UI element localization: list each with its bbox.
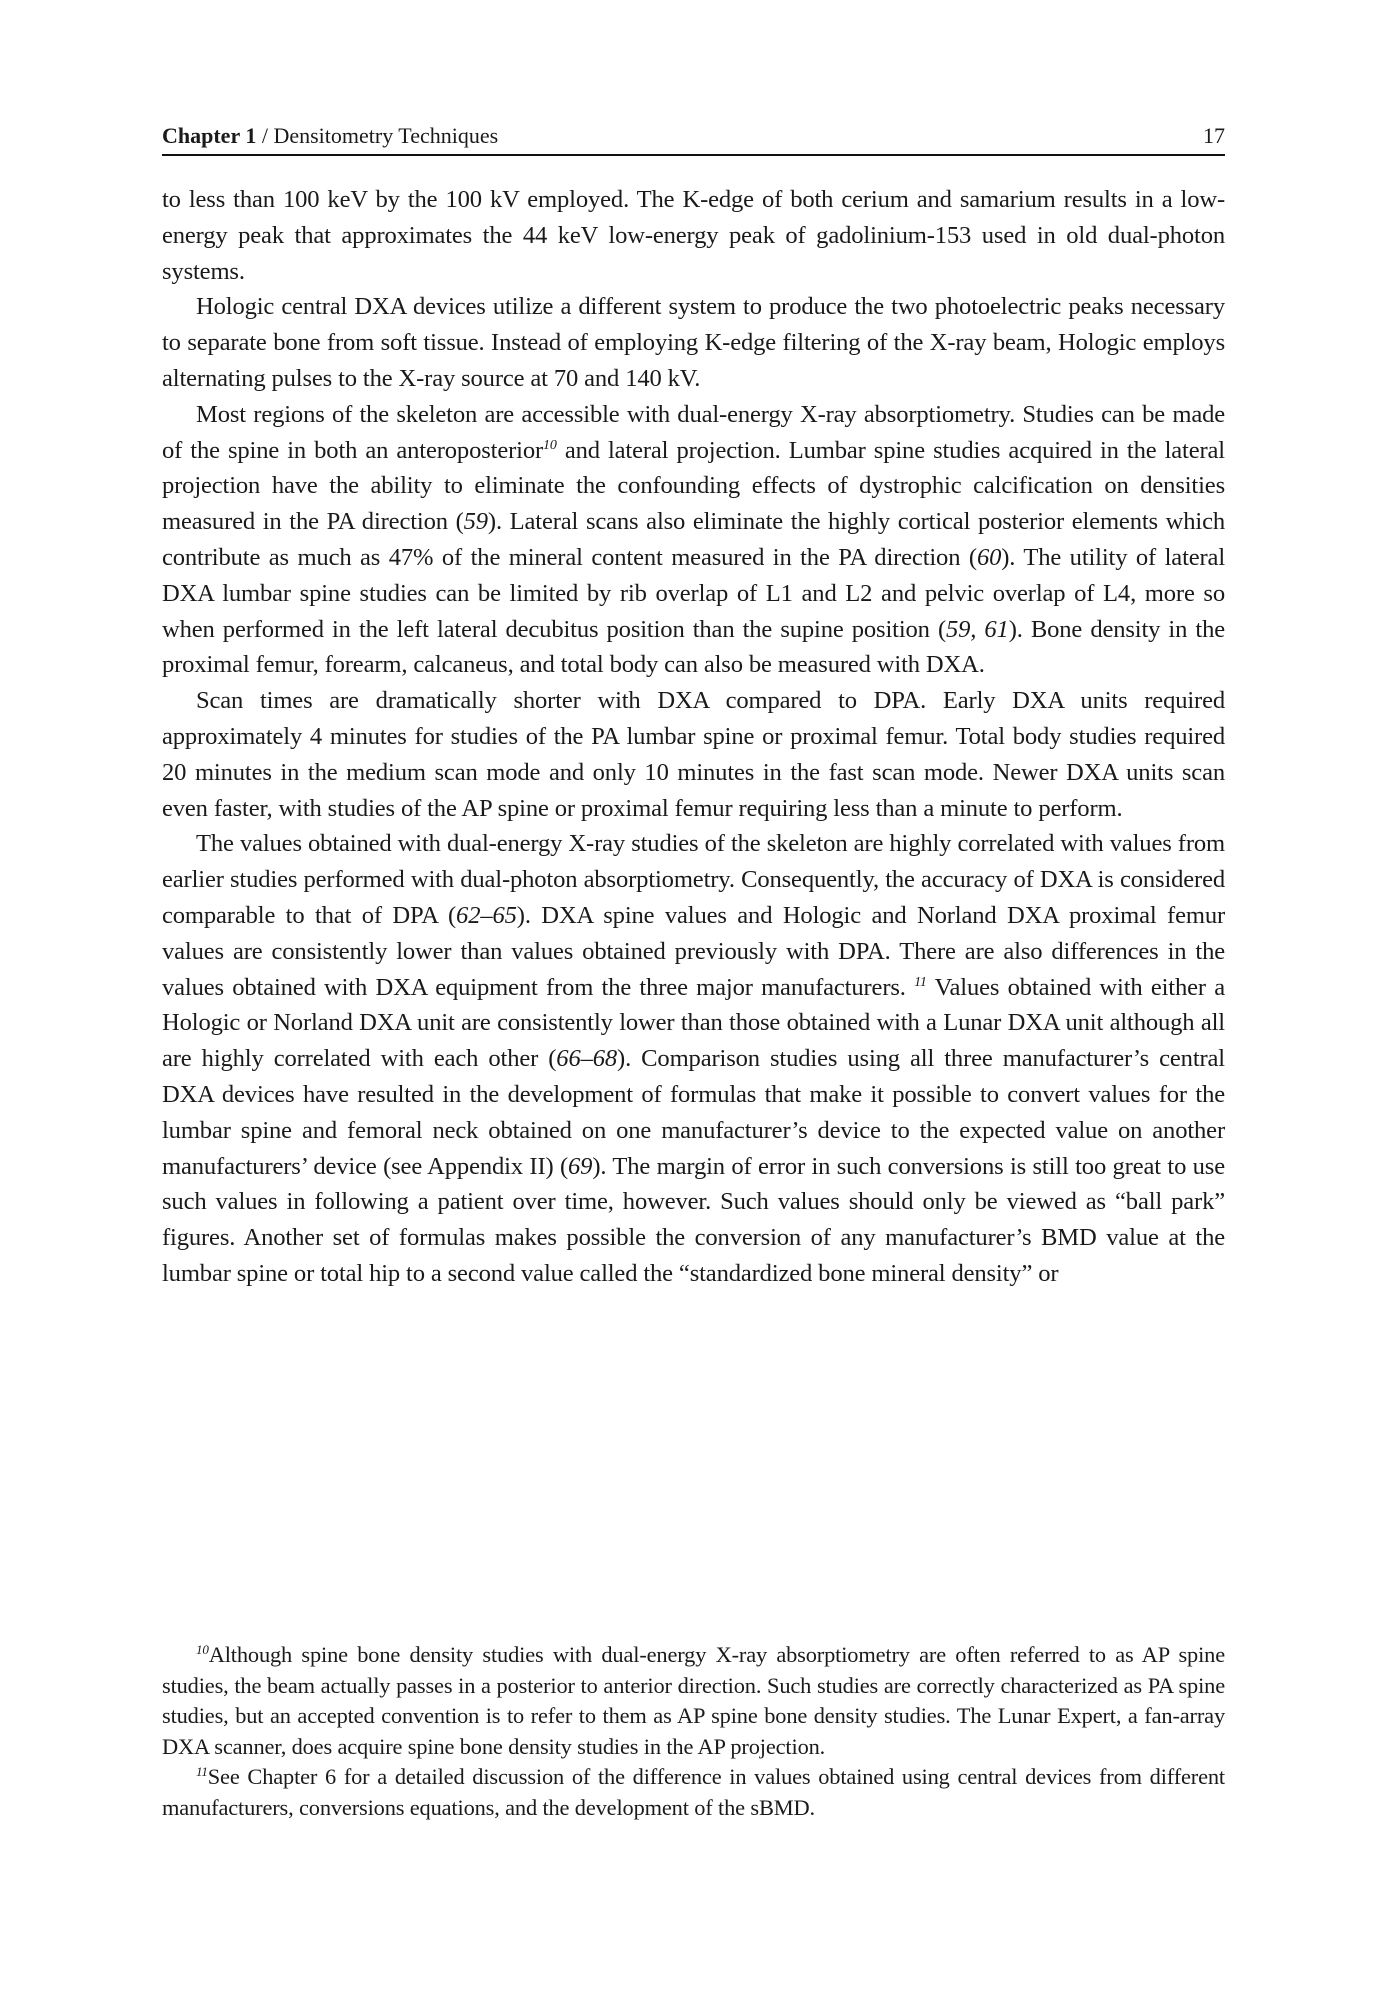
body-text xyxy=(162,182,1225,1292)
text-span: ). The utility of lateral DXA lumbar spine studies can be limited by rib overlap of L1 and L2 and pelvic overlap of L4, more so when performed in the left lateral decubitus position than the supine position ( xyxy=(162,543,1226,643)
chapter-label: Chapter 1 xyxy=(162,123,257,148)
footnotes xyxy=(162,1640,1225,1824)
page xyxy=(162,122,1225,1292)
text-span: ). Lateral scans also eliminate the highly cortical posterior elements which contribute as much as 47% of the mineral content measured in the PA direction ( xyxy=(162,508,1226,571)
citation-62-65: 62–65 xyxy=(456,901,517,929)
text-span: Values obtained with either a Hologic or Norland DXA unit are consistently lower than those obtained with a Lunar DXA unit although all are highly correlated with each other ( xyxy=(162,973,1225,1073)
text-span: The values obtained with dual-energy X-ray studies of the skeleton are highly correlated with values from earlier studies performed with dual-photon absorptiometry. Consequently, the accuracy of DXA is considered comparable to that of DPA ( xyxy=(162,830,1225,929)
chapter-title: Densitometry Techniques xyxy=(273,123,499,148)
footnote-11 xyxy=(162,1762,1225,1823)
footnote-mark: 11 xyxy=(196,1764,208,1780)
paragraph-2: Hologic central DXA devices utilize a different system to produce the two photoelectric peaks necessary to separate bone from soft tissue. Instead of employing K-edge filtering of the X-ray beam, Hologic employs alternating pulses to the X-ray source at 70 and 140 kV. xyxy=(162,293,1225,392)
paragraph-1: to less than 100 keV by the 100 kV employed. The K-edge of both cerium and samarium results in a low-energy peak that approximates the 44 keV low-energy peak of gadolinium-153 used in old dual-photon systems. xyxy=(162,186,1225,285)
citation-69: 69 xyxy=(568,1152,593,1180)
header-separator: / xyxy=(256,123,274,148)
paragraph-3 xyxy=(162,397,1225,683)
footnote-10 xyxy=(162,1640,1225,1762)
page-number: 17 xyxy=(1203,123,1225,148)
footnote-marker-10[interactable]: 10 xyxy=(543,437,557,453)
chapter-heading xyxy=(162,122,498,150)
text-span: ). Bone density in the proximal femur, forearm, calcaneus, and total body can also be measured with DXA. xyxy=(162,615,1225,679)
footnote-marker-11[interactable]: 11 xyxy=(914,974,927,990)
citation-60: 60 xyxy=(976,543,1002,571)
footnote-text: Although spine bone density studies with dual-energy X-ray absorptiometry are often referred to as AP spine studies, the beam actually passes in a posterior to anterior direction. Such studies are correctly characterized as PA spine studies, but an accepted convention is to refer to them as AP spine bone density studies. The Lunar Expert, a fan-array DXA scanner, does acquire spine bone density studies in the AP projection. xyxy=(162,1642,1225,1759)
text-span: Most regions of the skeleton are accessible with dual-energy X-ray absorptiometry. Studies can be made of the spine in both an anteroposterior xyxy=(162,400,1225,464)
citation-66-68: 66–68 xyxy=(556,1045,618,1073)
footnote-mark: 10 xyxy=(196,1642,209,1657)
paragraph-4: Scan times are dramatically shorter with DXA compared to DPA. Early DXA units required approximately 4 minutes for studies of the PA lumbar spine or proximal femur. Total body studies required 20 minutes in the medium scan mode and only 10 minutes in the fast scan mode. Newer DXA units scan even faster, with studies of the AP spine or proximal femur requiring less than a minute to perform. xyxy=(162,687,1225,822)
paragraph-5 xyxy=(162,826,1225,1291)
text-span: ). DXA spine values and Hologic and Norland DXA proximal femur values are consistently lower than values obtained previously with DPA. There are also differences in the values obtained with DXA equipment from the three major manufacturers. xyxy=(162,901,1225,1001)
running-header xyxy=(162,122,1225,156)
footnote-text: See Chapter 6 for a detailed discussion of the difference in values obtained using central devices from different manufacturers, conversions equations, and the development of the sBMD. xyxy=(162,1764,1225,1820)
text-span: ). The margin of error in such conversions is still too great to use such values in following a patient over time, however. Such values should only be viewed as “ball park” figures. Another set of formulas makes possible the conversion of any manufacturer’s BMD value at the lumbar spine or total hip to a second value called the “standardized bone mineral density” or xyxy=(162,1152,1225,1287)
citation-59: 59 xyxy=(463,508,488,536)
text-span: and lateral projection. Lumbar spine studies acquired in the lateral projection have the ability to eliminate the confounding effects of dystrophic calcification on densities measured in the PA direction ( xyxy=(162,436,1225,536)
text-span: ). Comparison studies using all three manufacturer’s central DXA devices have resulted in the development of formulas that make it possible to convert values for the lumbar spine and femoral neck obtained on one manufacturer’s device to the expected value on another manufacturers’ device (see Appendix II) ( xyxy=(162,1045,1225,1180)
citation-59-61: 59, 61 xyxy=(945,615,1009,643)
